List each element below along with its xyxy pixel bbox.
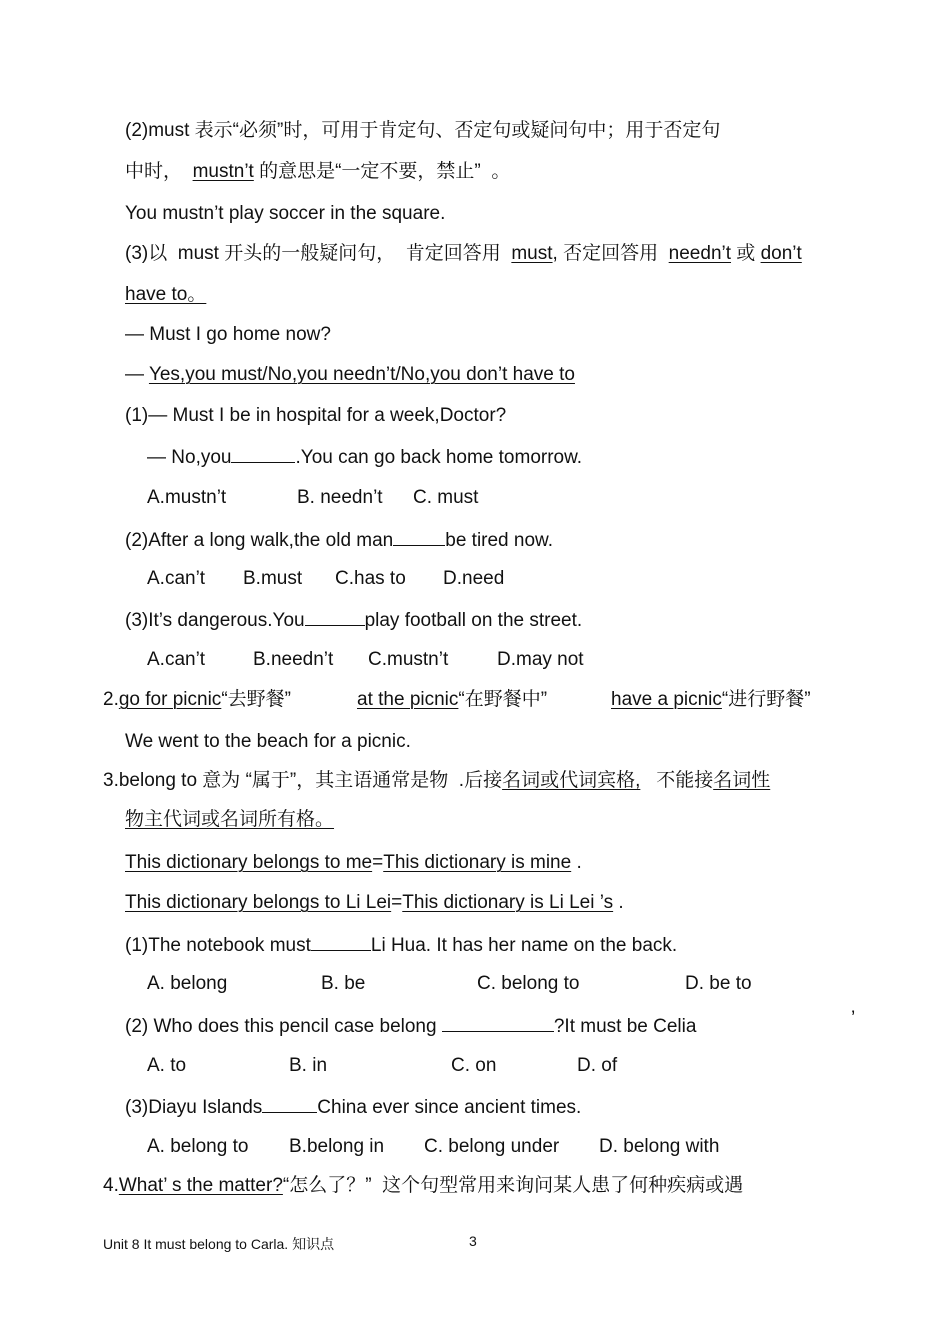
text: (1)— Must I be in hospital for a week,Doctor? <box>125 405 507 426</box>
text: — Must I go home now? <box>125 324 331 345</box>
text-line <box>125 808 334 832</box>
option-d: D. belong with <box>599 1136 720 1157</box>
option-b: B.needn’t <box>253 649 334 670</box>
underlined-text: This dictionary is Li Lei ’s <box>402 892 614 913</box>
option-b: B.must <box>243 568 303 589</box>
text-line <box>103 1174 743 1198</box>
text-line <box>125 160 510 184</box>
underlined-text: 物主代词或名词所有格。 <box>125 809 335 830</box>
option-d: D.may not <box>497 649 584 670</box>
text: , 否定回答用 <box>552 243 669 264</box>
text: (2) Who does this pencil case belong <box>125 1016 437 1037</box>
text-line <box>125 323 331 347</box>
option-c: C. belong under <box>424 1136 560 1157</box>
text-line <box>611 688 811 712</box>
option-a: A.mustn’t <box>147 487 227 508</box>
option-d: D. be to <box>685 973 752 994</box>
text: 不能接 <box>640 770 714 791</box>
underlined-text: go for picnic <box>118 689 222 710</box>
option-c: C.mustn’t <box>368 649 449 670</box>
option-b: B. needn’t <box>297 487 383 508</box>
text: Li Hua. It has her name on the back. <box>370 935 678 956</box>
text: = <box>372 852 384 873</box>
underlined-text: This dictionary belongs to Li Lei <box>125 892 392 913</box>
text-line <box>125 730 411 754</box>
text: China ever since ancient times. <box>317 1097 582 1118</box>
text: — <box>125 364 149 385</box>
text: = <box>391 892 403 913</box>
option-c: C. must <box>413 487 479 508</box>
text: “进行野餐” <box>721 689 811 710</box>
text: .You can go back home tomorrow. <box>295 447 583 468</box>
text: — No,you <box>147 447 232 468</box>
footer-text: Unit 8 It must belong to Carla. 知识点 <box>103 1236 335 1252</box>
underlined-text: This dictionary belongs to me <box>125 852 373 873</box>
text-line <box>125 607 582 633</box>
underlined-text: 名词或代词宾格, <box>502 770 641 791</box>
option-a: A.can’t <box>147 568 206 589</box>
option-c: C.has to <box>335 568 406 589</box>
answer-blank <box>442 1013 554 1032</box>
text-line <box>125 932 677 958</box>
page-number-text: 3 <box>469 1233 477 1249</box>
text-line <box>125 527 553 553</box>
answer-blank <box>231 444 295 463</box>
text: . <box>613 892 624 913</box>
text-line <box>125 202 445 226</box>
text-line <box>125 851 582 875</box>
stray-mark: ’ <box>851 1008 856 1029</box>
text: “在野餐中” <box>458 689 548 710</box>
option-b: B.belong in <box>289 1136 385 1157</box>
text: play football on the street. <box>364 610 583 631</box>
text-line <box>103 688 291 712</box>
text: 的意思是“一定不要，禁止” 。 <box>259 161 511 182</box>
answer-blank <box>393 527 445 546</box>
text: (3)It’s dangerous.You <box>125 610 305 631</box>
underlined-text: at the picnic <box>357 689 459 710</box>
text: You mustn’t play soccer in the square. <box>125 203 446 224</box>
text-line <box>103 769 770 793</box>
text-line <box>125 363 575 387</box>
text: 中时， <box>125 161 183 182</box>
text: (2)After a long walk,the old man <box>125 530 394 551</box>
text-line <box>125 242 802 266</box>
underlined-text: needn’t <box>668 243 732 264</box>
text-line <box>125 1013 696 1039</box>
answer-blank <box>262 1094 317 1113</box>
text: (1)The notebook must <box>125 935 311 956</box>
text: . <box>571 852 582 873</box>
text: ?It must be Celia <box>553 1016 697 1037</box>
underlined-text: must <box>511 243 553 264</box>
option-d: D. of <box>577 1055 618 1076</box>
text-line <box>125 119 720 143</box>
option-a: A. belong to <box>147 1136 249 1157</box>
text-line <box>125 891 624 915</box>
text-line <box>125 283 206 307</box>
underlined-text: have to。 <box>125 284 207 305</box>
option-b: B. be <box>321 973 366 994</box>
page-number <box>469 1232 477 1250</box>
option-d: D.need <box>443 568 505 589</box>
option-b: B. in <box>289 1055 328 1076</box>
text: (3)Diayu Islands <box>125 1097 263 1118</box>
underlined-text: This dictionary is mine <box>383 852 572 873</box>
text: We went to the beach for a picnic. <box>125 731 411 752</box>
text-line <box>125 1094 581 1120</box>
option-a: A. belong <box>147 973 228 994</box>
text: 4. <box>103 1175 119 1196</box>
answer-blank <box>305 607 365 626</box>
text: 3.belong to 意为 “属于”，其主语通常是物 .后接 <box>103 770 503 791</box>
underlined-text: don’t <box>760 243 802 264</box>
text: (2)must 表示“必须”时，可用于肯定句、否定句或疑问句中；用于否定句 <box>125 120 721 141</box>
text-line <box>125 404 506 428</box>
underlined-text: What’ s the matter? <box>118 1175 283 1196</box>
underlined-text: mustn’t <box>192 161 254 182</box>
text: “去野餐” <box>221 689 291 710</box>
option-a: A.can’t <box>147 649 206 670</box>
option-c: C. on <box>451 1055 497 1076</box>
text: 2. <box>103 689 119 710</box>
underlined-text: 名词性 <box>713 770 771 791</box>
option-a: A. to <box>147 1055 187 1076</box>
text: 或 <box>731 243 761 264</box>
option-c: C. belong to <box>477 973 580 994</box>
underlined-text: Yes,you must/No,you needn’t/No,you don’t have to <box>148 364 575 385</box>
text-line <box>357 688 547 712</box>
text-line <box>147 444 582 470</box>
answer-blank <box>311 932 371 951</box>
page-footer <box>103 1235 334 1253</box>
text: (3)以 must 开头的一般疑问句， 肯定回答用 <box>125 243 512 264</box>
underlined-text: have a picnic <box>611 689 722 710</box>
text: “怎么了？” 这个句型常用来询问某人患了何种疾病或遇 <box>282 1175 744 1196</box>
text: be tired now. <box>445 530 553 551</box>
